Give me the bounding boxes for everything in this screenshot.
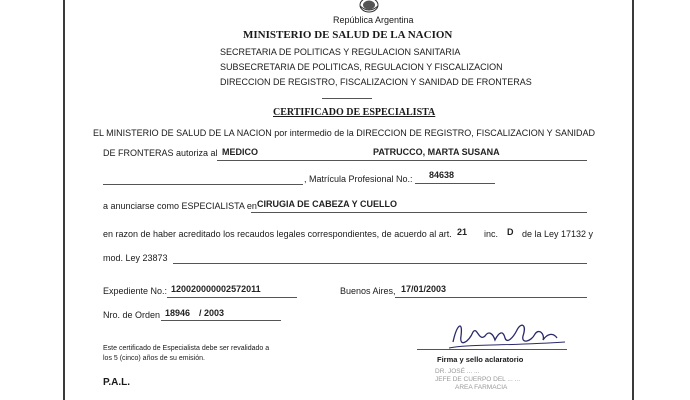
matricula-label: , Matrícula Profesional No.:	[304, 174, 413, 184]
mod-underline	[173, 263, 587, 264]
blank-underline	[103, 184, 303, 185]
secretaria-label: SECRETARIA DE POLITICAS Y REGULACION SANITARIA	[220, 47, 461, 57]
date-underline	[395, 297, 587, 298]
orden-year: / 2003	[199, 308, 225, 318]
direccion-label: DIRECCION DE REGISTRO, FISCALIZACION Y SANIDAD DE FRONTERAS	[220, 77, 532, 87]
ley-label: de la Ley 17132 y	[522, 229, 594, 239]
revalidation-note-line-1: Este certificado de Especialista debe ser revalidado a	[103, 345, 270, 352]
inc-value: D	[507, 227, 514, 237]
initials: P.A.L.	[103, 377, 131, 388]
profession-value: MEDICO	[222, 147, 258, 157]
certificate-title: CERTIFICADO DE ESPECIALISTA	[273, 107, 436, 118]
stamp-line-2: JEFE DE CUERPO DEL ... ...	[435, 376, 520, 383]
expediente-underline	[167, 297, 297, 298]
header-divider	[322, 98, 372, 99]
razon-label: en razon de haber acreditado los recaudos legales correspondientes, de acuerdo al art.	[103, 229, 452, 239]
country-label: República Argentina	[333, 15, 414, 25]
matricula-underline	[415, 183, 495, 184]
ministry-title: MINISTERIO DE SALUD DE LA NACION	[243, 29, 453, 41]
doctor-name: PATRUCCO, MARTA SUSANA	[373, 147, 500, 157]
orden-label: Nro. de Orden	[103, 310, 161, 320]
stamp-line-1: DR. JOSÉ ... ...	[435, 368, 480, 375]
specialty-underline	[251, 212, 587, 213]
signature-underline	[417, 349, 567, 350]
orden-underline	[161, 320, 281, 321]
inc-label: inc.	[484, 229, 499, 239]
stamp-line-3: AREA FARMACIA	[455, 384, 508, 391]
expediente-label: Expediente No.:	[103, 286, 168, 296]
handwritten-signature	[447, 312, 577, 358]
revalidation-note-line-2: los 5 (cinco) años de su emisión.	[103, 355, 205, 362]
expediente-value: 120020000002572011	[171, 284, 261, 294]
body-line-1: EL MINISTERIO DE SALUD DE LA NACION por intermedio de la DIRECCION DE REGISTRO, FISCALIZACION Y SANIDAD	[93, 128, 595, 138]
name-underline	[217, 160, 587, 161]
certificate-document	[63, 0, 634, 400]
mod-label: mod. Ley 23873	[103, 253, 168, 263]
official-stamp	[435, 368, 520, 392]
orden-value: 18946	[165, 308, 191, 318]
city-label: Buenos Aires,	[340, 286, 396, 296]
subsecretaria-label: SUBSECRETARIA DE POLITICAS, REGULACION Y FISCALIZACION	[220, 62, 503, 72]
date-value: 17/01/2003	[401, 284, 447, 294]
body-line-2-prefix: DE FRONTERAS autoriza al	[103, 148, 218, 158]
national-seal-icon	[357, 0, 381, 14]
specialty-value: CIRUGIA DE CABEZA Y CUELLO	[257, 199, 398, 209]
article-value: 21	[457, 227, 468, 237]
signature-label: Firma y sello aclaratorio	[437, 355, 524, 364]
anunciarse-label: a anunciarse como ESPECIALISTA en	[103, 201, 257, 211]
matricula-value: 84638	[429, 170, 455, 180]
